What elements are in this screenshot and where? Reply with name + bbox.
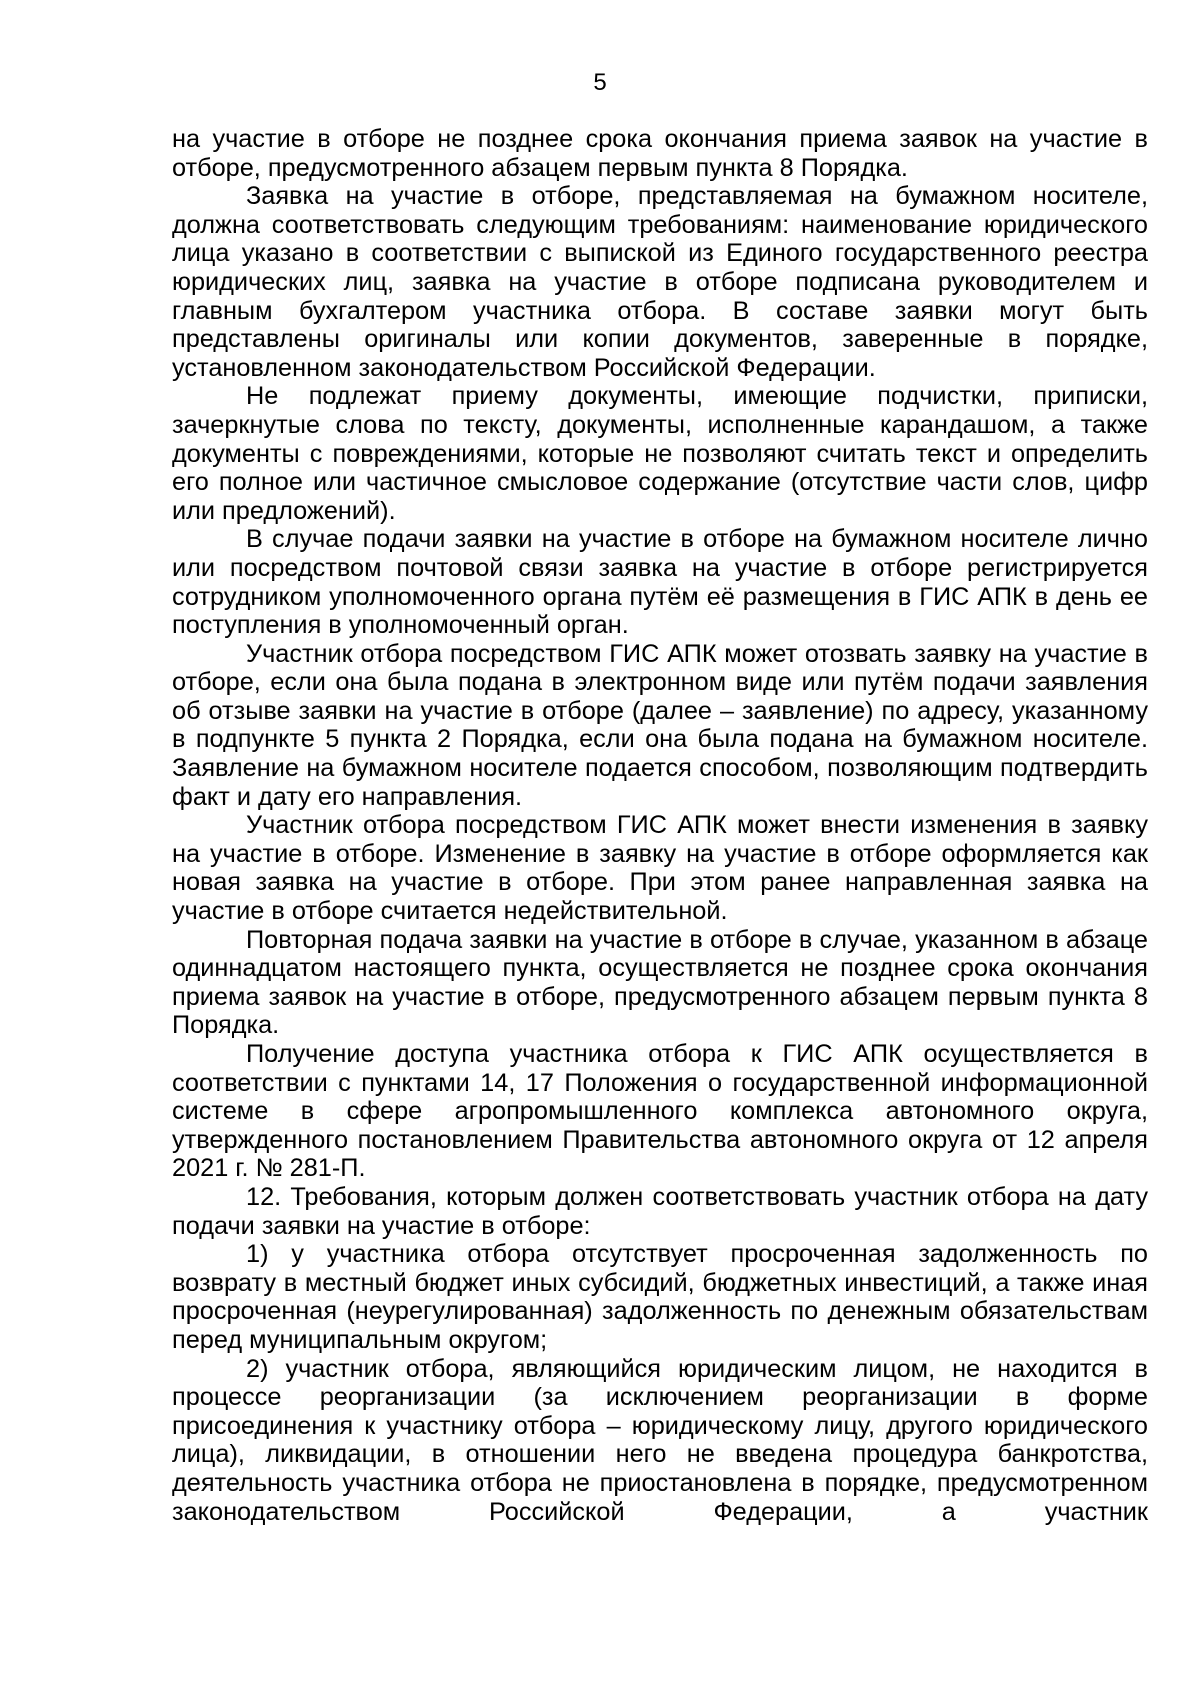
document-body — [172, 125, 1148, 1526]
page-number: 5 — [593, 69, 607, 96]
paragraph-requirement-2: 2) участник отбора, являющийся юридическим лицом, не находится в процессе реорганизации (за исключением реорганизации в форме присоединения к участнику отбора – юридическому лицу, другого юридического лица), ликвидации, в отношении него не введена процедура банкротства, деятельность участника отбора не приостановлена в порядке, предусмотренном законодательством Российской Федерации, а участник — [172, 1354, 1148, 1526]
paragraph-requirement-1: 1) у участника отбора отсутствует просроченная задолженность по возврату в местный бюджет иных субсидий, бюджетных инвестиций, а также иная просроченная (неурегулированная) задолженность по денежным обязательствам перед муниципальным округом; — [172, 1240, 1148, 1354]
paragraph-item-12-requirements: 12. Требования, которым должен соответствовать участник отбора на дату подачи заявки на участие в отборе: — [172, 1182, 1148, 1240]
paragraph-gis-apk-access: Получение доступа участника отбора к ГИС АПК осуществляется в соответствии с пунктами 14, 17 Положения о государственной информационной системе в сфере агропромышленного комплекса автономного округа, утвержденного постановлением Правительства автономного округа от 12 апреля 2021 г. № 281-П. — [172, 1040, 1148, 1183]
paragraph-paper-application-requirements: Заявка на участие в отборе, представляемая на бумажном носителе, должна соответствовать следующим требованиям: наименование юридического лица указано в соответствии с выпиской из Единого государственного реестра юридических лиц, заявка на участие в отборе подписана руководителем и главным бухгалтером участника отбора. В составе заявки могут быть представлены оригиналы или копии документов, заверенные в порядке, установленном законодательством Российской Федерации. — [172, 182, 1148, 382]
paragraph-application-withdrawal: Участник отбора посредством ГИС АПК может отозвать заявку на участие в отборе, если она была подана в электронном виде или путём подачи заявления об отзыве заявки на участие в отборе (далее – заявление) по адресу, указанному в подпункте 5 пункта 2 Порядка, если она была подана на бумажном носителе. Заявление на бумажном носителе подается способом, позволяющим подтвердить факт и дату его направления. — [172, 639, 1148, 811]
paragraph-continuation: на участие в отборе не позднее срока окончания приема заявок на участие в отборе, предусмотренного абзацем первым пункта 8 Порядка. — [172, 125, 1148, 182]
paragraph-rejected-documents: Не подлежат приему документы, имеющие подчистки, приписки, зачеркнутые слова по тексту, документы, исполненные карандашом, а также документы с повреждениями, которые не позволяют считать текст и определить его полное или частичное смысловое содержание (отсутствие части слов, цифр или предложений). — [172, 382, 1148, 525]
paragraph-application-changes: Участник отбора посредством ГИС АПК может внести изменения в заявку на участие в отборе. Изменение в заявку на участие в отборе оформляется как новая заявка на участие в отборе. При этом ранее направленная заявка на участие в отборе считается недействительной. — [172, 811, 1148, 926]
paragraph-repeat-submission: Повторная подача заявки на участие в отборе в случае, указанном в абзаце одиннадцатом настоящего пункта, осуществляется не позднее срока окончания приема заявок на участие в отборе, предусмотренного абзацем первым пункта 8 Порядка. — [172, 925, 1148, 1040]
paragraph-paper-submission-registration: В случае подачи заявки на участие в отборе на бумажном носителе лично или посредством почтовой связи заявка на участие в отборе регистрируется сотрудником уполномоченного органа путём её размещения в ГИС АПК в день ее поступления в уполномоченный орган. — [172, 525, 1148, 640]
